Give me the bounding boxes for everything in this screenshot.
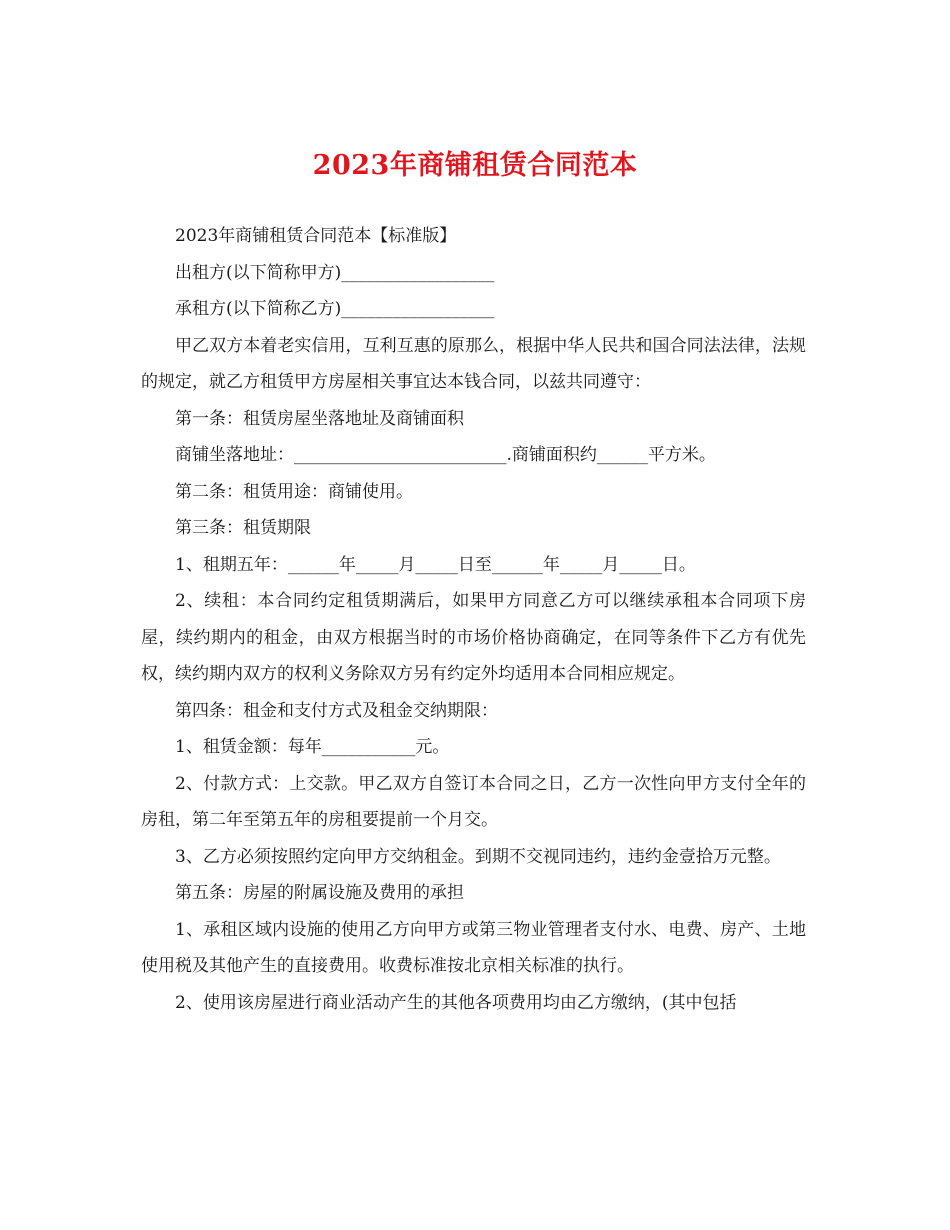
subtitle-paragraph: 2023年商铺租赁合同范本【标准版】	[175, 226, 457, 246]
article-4-heading: 第四条：租金和支付方式及租金交纳期限：	[175, 700, 498, 721]
article-2-heading: 第二条：租赁用途：商铺使用。	[175, 481, 413, 502]
lease-term-clause: 1、租期五年：______年_____月_____日至______年_____月_____日。	[175, 554, 696, 575]
other-fees-clause: 2、使用该房屋进行商业活动产生的其他各项费用均由乙方缴纳，(其中包括	[175, 992, 737, 1013]
shop-address-line: 商铺坐落地址：_________________________.商铺面积约______平方米。	[175, 445, 716, 465]
payment-method-clause: 2、付款方式：上交款。甲乙双方自签订本合同之日，乙方一次性向甲方支付全年的房租，第二年至第五年的房租要提前一个月交。	[141, 773, 806, 830]
renewal-clause: 2、续租：本合同约定租赁期满后，如果甲方同意乙方可以继续承租本合同项下房屋，续约期内的租金，由双方根据当时的市场价格协商确定，在同等条件下乙方有优先权，续约期内双方的权利义务除双方另有约定外均适用本合同相应规定。	[141, 591, 806, 684]
lessor-line: 出租方(以下简称甲方)__________________	[175, 262, 495, 283]
article-3-heading: 第三条：租赁期限	[175, 518, 311, 538]
penalty-clause: 3、乙方必须按照约定向甲方交纳租金。到期不交视同违约，违约金壹拾万元整。	[175, 846, 781, 867]
rent-amount-clause: 1、租赁金额：每年___________元。	[175, 737, 450, 757]
preamble-paragraph: 甲乙双方本着老实信用，互利互惠的原那么，根据中华人民共和国合同法法律，法规的规定，就乙方租赁甲方房屋相关事宜达本钱合同，以兹共同遵守：	[141, 335, 806, 392]
facilities-cost-clause: 1、承租区域内设施的使用乙方向甲方或第三物业管理者支付水、电费、房产、土地使用税及其他产生的直接费用。收费标准按北京相关标准的执行。	[141, 919, 806, 976]
article-5-heading: 第五条：房屋的附属设施及费用的承担	[175, 883, 464, 903]
document-title: 2023年商铺租赁合同范本	[312, 150, 638, 181]
lessee-line: 承租方(以下简称乙方)__________________	[175, 299, 495, 319]
article-1-heading: 第一条：租赁房屋坐落地址及商铺面积	[175, 408, 464, 429]
document-body	[141, 218, 806, 1021]
